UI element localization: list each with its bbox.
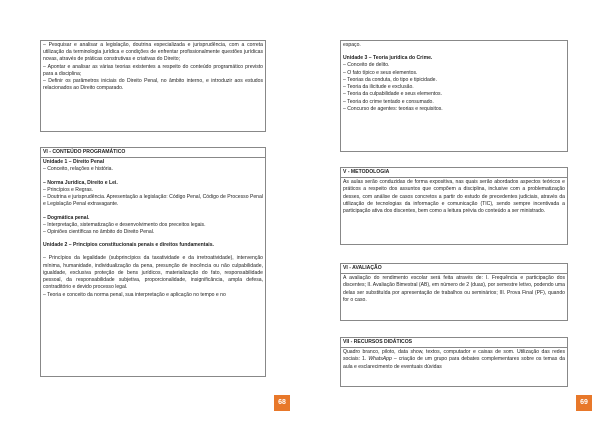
dogmatica-item: – Interpretação, sistematização e desenvolvimento dos preceitos legais.	[43, 221, 206, 228]
unit2-item: – Teoria e conceito da norma penal, sua interpretação e aplicação no tempo e no	[43, 291, 226, 298]
unit3-item: – Teoria da culpabilidade e seus elementos.	[343, 91, 443, 98]
resources-box	[340, 337, 568, 387]
resources-text-start: Quadro branco, piloto, data show, textos, computador e caixas de som. Utilização das redes sociais: 1.	[343, 349, 565, 363]
norma-title: – Norma Jurídica, Direito e Lei.	[43, 179, 118, 186]
page-number: 69	[576, 395, 592, 411]
unit3-item: – Teoria da ilicitude e exclusão.	[343, 84, 414, 91]
resources-text-end: – criação de um grupo para debates complementares sobre os temas da aula e esclarecimento de eventuais dúvidas	[343, 356, 565, 370]
unit3-item: – Conceito de delito.	[343, 62, 390, 69]
unit1-title: Unidade 1 – Direito Penal	[43, 159, 105, 166]
unit3-box	[340, 40, 568, 152]
objective-item: – Pesquisar e analisar a legislação, doutrina especializada e jurisprudência, com a correta utilização da terminologia jurídica e condições de enfrentar profissionalmente questões jurídicas novas, através de práticas construtivas e criativas do Direito;	[43, 42, 263, 63]
unit3-title: Unidade 3 – Teoria jurídica do Crime.	[343, 55, 433, 62]
whatsapp-label: WhatsApp	[368, 356, 392, 363]
norma-item: – Princípios e Regras.	[43, 186, 94, 193]
resources-heading: VII - RECURSOS DIDÁTICOS	[341, 338, 567, 348]
page-number: 68	[274, 395, 290, 411]
unit3-text	[341, 41, 567, 114]
unit3-item: – O fato típico e seus elementos.	[343, 69, 418, 76]
program-box	[40, 147, 266, 377]
dogmatica-title: – Dogmática penal.	[43, 214, 90, 221]
evaluation-text: A avaliação do rendimento escolar será feita através de: I. Frequência e participação dos discentes; II. Avaliação Bimestral (AB), em número de 2 (duas), por semestre letivo, podendo uma delas ser substituída por apresentação de trabalhos ou seminários; III. Prova Final (PF), quando for o caso.	[343, 275, 565, 303]
unit2-item: – Princípios da legalidade (subprincípios da taxatividade e da irretroatividade), intervenção mínima, humanidade, individualização da pena, presunção de inocência ou não culpabilidade, igualdade, exclusiva proteção de bens jurídicos, materialização do fato, responsabilidade pessoal, da responsabilidade subjetiva, proporcionalidade, insignificância, ampla defesa, contraditório e devido processo legal.	[43, 255, 263, 291]
methodology-text: As aulas serão conduzidas de forma expositiva, nas quais serão abordados aspectos teóricos e práticos a respeito dos assuntos que compõem a disciplina, inclusive com a problematização desses, com análise de casos concretos a partir do estudo de precedentes judiciais, através da utilização de tecnologias da informação e comunicação (TIC), sendo sempre incentivada a participação ativa dos discentes, bem como a leitura prévia do conteúdo a ser ministrado.	[343, 179, 565, 215]
unit3-item: – Teoria do crime tentado e consumado.	[343, 98, 434, 105]
objectives-text	[41, 41, 265, 94]
resources-text	[341, 348, 567, 372]
program-text	[41, 158, 265, 300]
unit2-title: Unidade 2 – Princípios constitucionais penais e direitos fundamentais.	[43, 242, 214, 249]
dogmatica-item: – Opiniões científicas no âmbito do Direito Penal.	[43, 228, 155, 235]
objectives-box	[40, 40, 266, 132]
norma-item: – Doutrina e jurisprudência. Apresentação a legislação: Código Penal, Código de Processo Penal e Legislação Penal extravagante.	[43, 194, 263, 208]
objective-item: – Apontar e analisar as várias teorias existentes a respeito do conteúdo programático previsto para a disciplina;	[43, 63, 263, 77]
objective-item: – Definir os parâmetros iniciais do Direito Penal, no âmbito interno, e introduzir aos estudos relacionados ao Direito comparado.	[43, 78, 263, 92]
unit1-item: – Conceito, relações e história.	[43, 166, 113, 173]
program-heading: VI - CONTEÚDO PROGRAMÁTICO	[41, 148, 265, 158]
methodology-box	[340, 167, 568, 245]
unit3-item: – Teorias da conduta, do tipo e tipicidade.	[343, 76, 437, 83]
continued-text: espaço.	[343, 42, 361, 48]
right-page	[300, 0, 600, 424]
methodology-heading: V - METODOLOGIA	[341, 168, 567, 178]
evaluation-box	[340, 263, 568, 321]
unit3-item: – Concurso de agentes: teorias e requisitos.	[343, 105, 443, 112]
evaluation-heading: VI - AVALIAÇÃO	[341, 264, 567, 274]
